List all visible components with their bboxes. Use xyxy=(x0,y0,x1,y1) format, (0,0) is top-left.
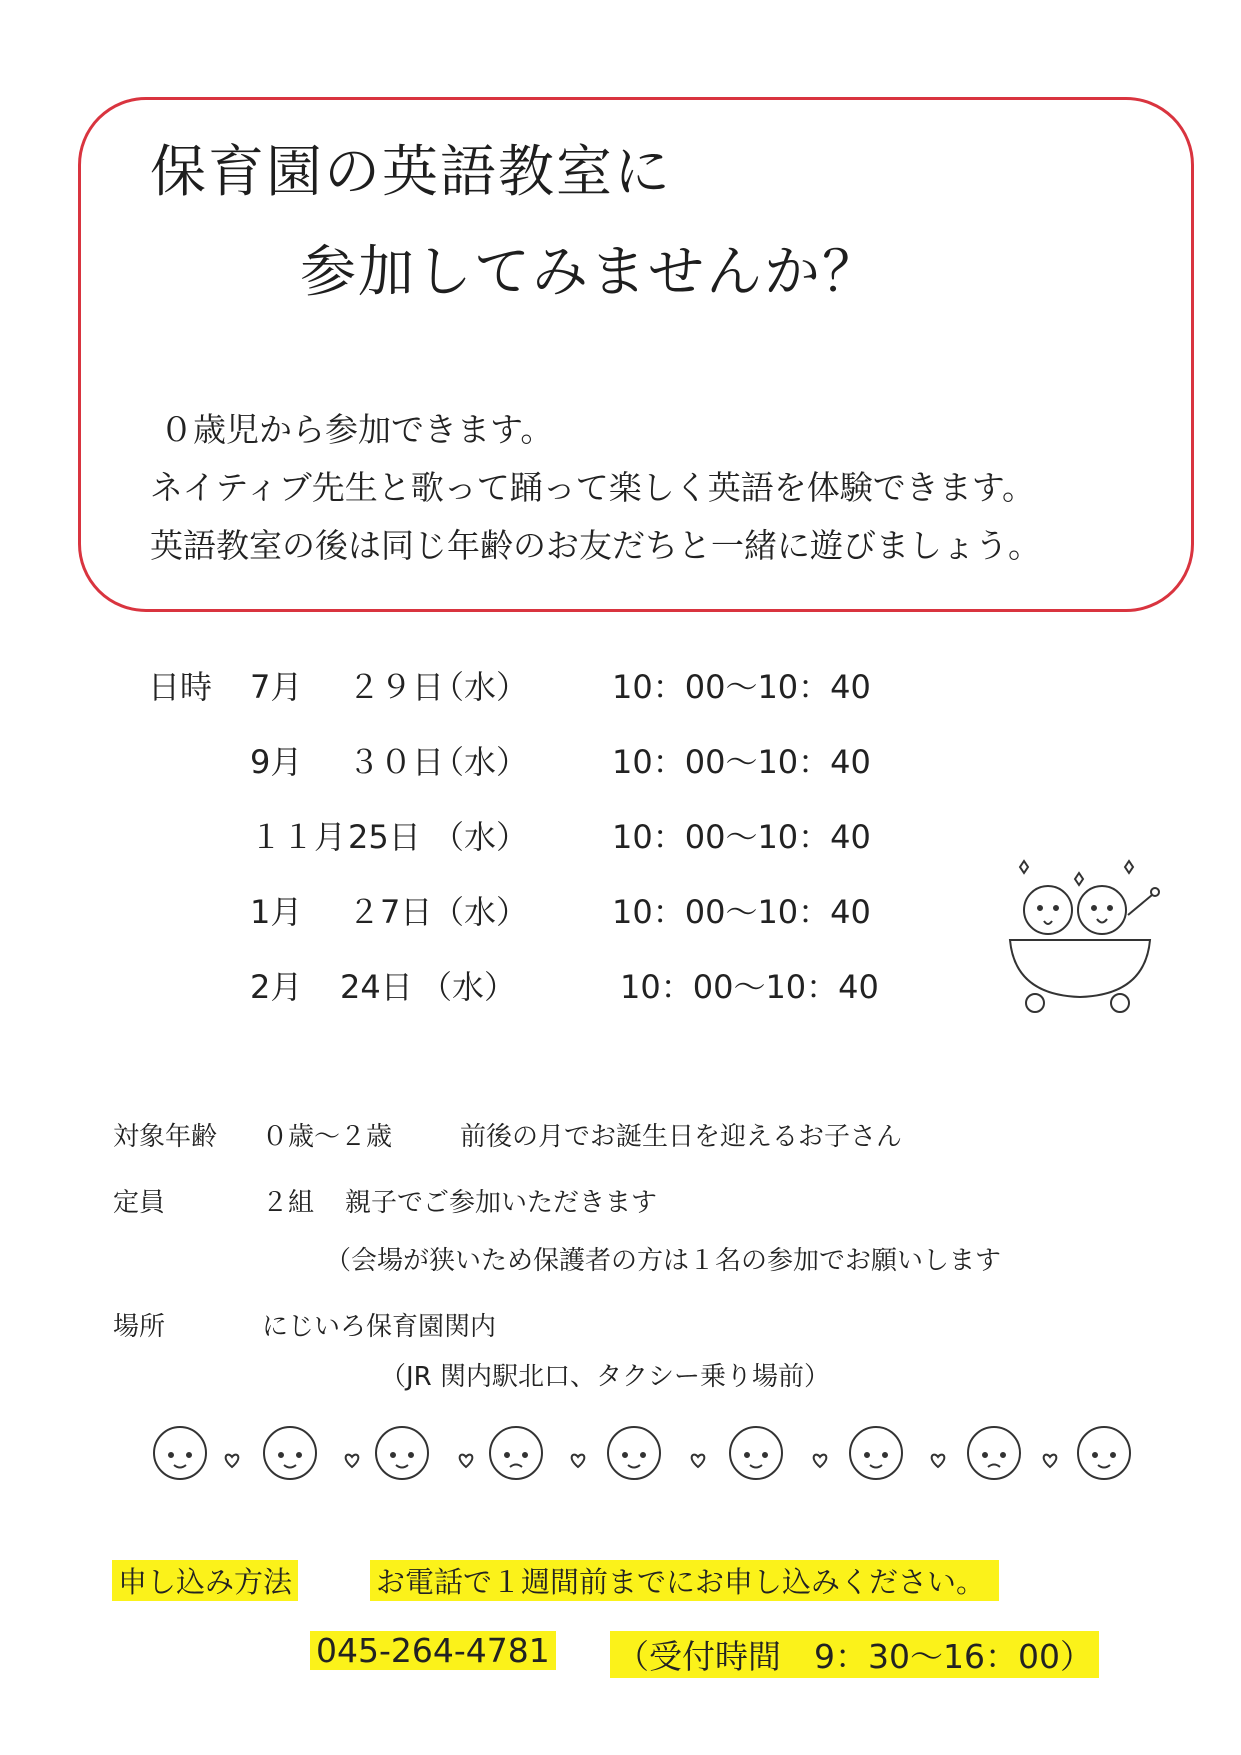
age-note: 前後の月でお誕生日を迎えるお子さん xyxy=(460,1122,903,1152)
page-title-line1: 保育園の英語教室に xyxy=(150,140,672,205)
schedule-time: 10：00～10：40 xyxy=(612,893,871,931)
capacity-sub: （会場が狭いため保護者の方は１名の参加でお願いします xyxy=(325,1246,1002,1276)
apply-text: お電話で１週間前までにお申し込みください。 xyxy=(370,1560,999,1601)
schedule-time: 10：00～10：40 xyxy=(612,743,871,781)
schedule-time: 10：00～10：40 xyxy=(612,818,871,856)
reception-hours: （受付時間 9：30～16：00） xyxy=(610,1631,1099,1678)
heart-icon xyxy=(814,1455,827,1467)
baby-face-icon xyxy=(376,1427,428,1479)
baby-face-icon xyxy=(968,1427,1020,1479)
baby-face-row xyxy=(140,1415,1140,1495)
schedule-month: 9月 xyxy=(250,743,303,781)
schedule-month: 1月 xyxy=(250,893,303,931)
heart-icon xyxy=(932,1455,945,1467)
schedule-day: ３０日 xyxy=(348,743,445,781)
apply-label: 申し込み方法 xyxy=(112,1560,298,1601)
heart-icon xyxy=(1044,1455,1057,1467)
heart-icon xyxy=(346,1455,359,1467)
age-label: 対象年齢 xyxy=(113,1122,218,1152)
schedule-weekday: （水） xyxy=(432,743,529,781)
baby-face-icon xyxy=(850,1427,902,1479)
intro-line-2: ネイティブ先生と歌って踊って楽しく英語を体験できます。 xyxy=(150,468,1036,507)
phone-number[interactable]: 045-264-4781 xyxy=(310,1631,556,1670)
schedule-day: 24日 xyxy=(340,968,413,1006)
schedule-day: 25日 xyxy=(348,818,421,856)
schedule-day: ２９日 xyxy=(348,668,445,706)
capacity-value: ２組 xyxy=(262,1188,315,1218)
schedule-label: 日時 xyxy=(148,668,213,706)
place-value: にじいろ保育園関内 xyxy=(262,1312,497,1342)
babies-in-stroller-icon xyxy=(1000,855,1170,1015)
heart-icon xyxy=(226,1455,239,1467)
schedule-weekday: （水） xyxy=(432,668,529,706)
heart-icon xyxy=(460,1455,473,1467)
capacity-label: 定員 xyxy=(113,1188,166,1218)
heart-icon xyxy=(692,1455,705,1467)
schedule-month: 2月 xyxy=(250,968,303,1006)
schedule-month: １１月 xyxy=(250,818,347,856)
schedule-weekday: （水） xyxy=(420,968,517,1006)
place-sub: （JR 関内駅北口、タクシー乗り場前） xyxy=(380,1362,830,1392)
baby-face-icon xyxy=(1078,1427,1130,1479)
baby-face-icon xyxy=(154,1427,206,1479)
baby-face-icon xyxy=(490,1427,542,1479)
schedule-weekday: （水） xyxy=(432,893,529,931)
baby-face-icon xyxy=(730,1427,782,1479)
capacity-note: 親子でご参加いただきます xyxy=(345,1188,658,1218)
schedule-time: 10：00～10：40 xyxy=(620,968,879,1006)
place-label: 場所 xyxy=(113,1312,166,1342)
baby-face-icon xyxy=(608,1427,660,1479)
heart-icon xyxy=(572,1455,585,1467)
schedule-month: 7月 xyxy=(250,668,303,706)
intro-line-1: ０歳児から参加できます。 xyxy=(160,410,554,449)
baby-face-icon xyxy=(264,1427,316,1479)
schedule-time: 10：00～10：40 xyxy=(612,668,871,706)
schedule-weekday: （水） xyxy=(432,818,529,856)
intro-line-3: 英語教室の後は同じ年齢のお友だちと一緒に遊びましょう。 xyxy=(150,526,1041,565)
age-value: ０歳～２歳 xyxy=(262,1122,393,1152)
schedule-day: ２7日 xyxy=(348,893,433,931)
page-title-line2: 参加してみませんか？ xyxy=(300,240,880,305)
